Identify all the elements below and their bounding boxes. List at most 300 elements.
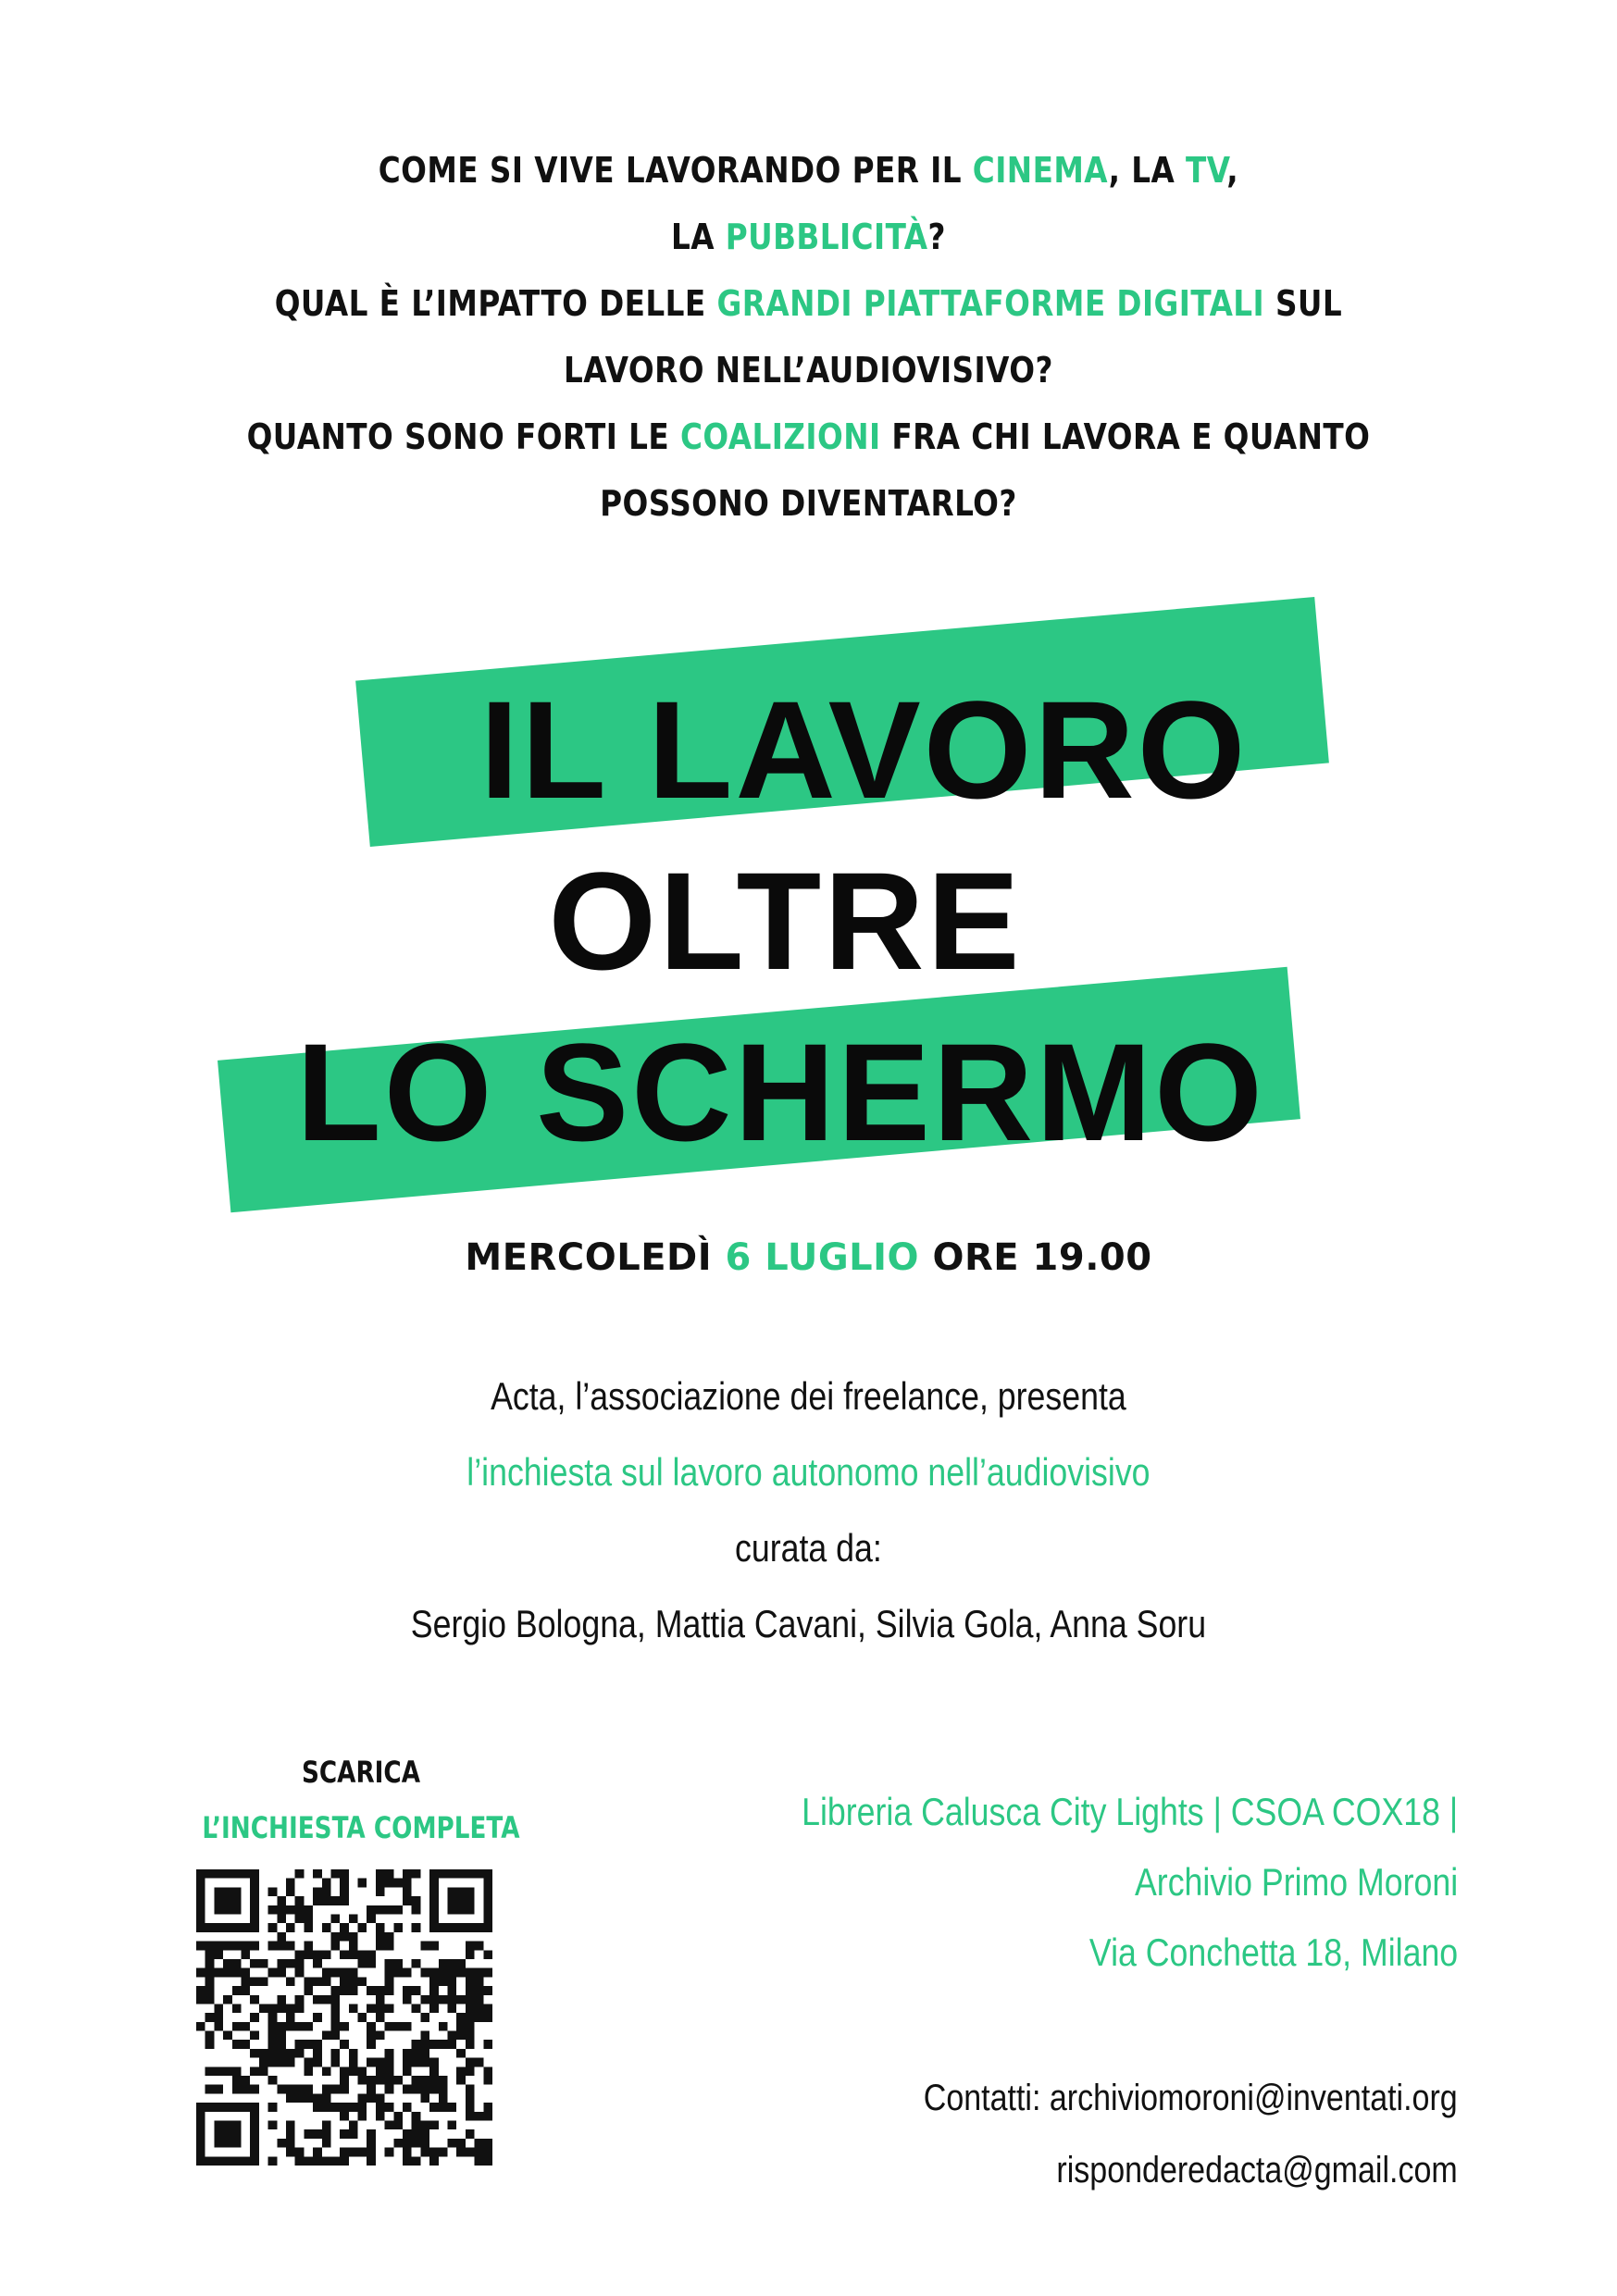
question-text: QUAL È L’IMPATTO DELLE [274,283,717,324]
qr-module [214,1950,223,1959]
qr-module [385,1942,394,1951]
qr-module [483,2040,492,2049]
qr-module [340,2156,349,2166]
qr-module [250,2148,259,2157]
qr-module [268,2121,278,2130]
qr-module [349,1950,358,1959]
qr-module [367,2156,376,2166]
question-text: COME SI VIVE LAVORANDO PER IL [378,150,973,191]
qr-module [403,2058,412,2067]
qr-module [385,1869,394,1879]
qr-module [429,1995,439,2004]
qr-module [475,2058,484,2067]
qr-module [223,2156,232,2166]
qr-module [241,2085,250,2094]
qr-module [268,1942,278,1951]
qr-module [313,2129,322,2139]
qr-module [420,2040,429,2049]
qr-module [403,2066,412,2076]
qr-module [358,1950,367,1959]
location-line-2: Archivio Primo Moroni [1134,1860,1458,1904]
qr-module [376,1942,385,1951]
qr-module [466,2103,475,2112]
qr-module [456,2139,466,2148]
qr-module [340,1950,349,1959]
qr-module [286,2121,295,2130]
qr-module [429,2085,439,2094]
qr-module [330,2031,340,2041]
qr-module [412,2085,421,2094]
question-text: , LA [1108,150,1187,191]
qr-module [277,2049,286,2058]
qr-module [286,1959,295,1968]
qr-module [313,1869,322,1879]
question-2-line-2: LAVORO NELL’AUDIOVISIVO? [563,350,1053,391]
qr-module [304,2156,313,2166]
qr-module [214,2066,223,2076]
qr-module [429,2103,439,2112]
qr-module [322,2156,331,2166]
qr-module [420,2139,429,2148]
qr-module [367,2093,376,2103]
qr-module [349,2066,358,2076]
qr-module [439,1923,448,1932]
qr-module [439,2085,448,2094]
qr-module [250,1942,259,1951]
qr-module [475,1923,484,1932]
qr-module [330,2103,340,2112]
qr-module [330,1932,340,1942]
qr-module [313,1887,322,1896]
qr-module [376,2031,385,2041]
qr-module [241,1942,250,1951]
qr-module [223,2103,232,2112]
qr-module [376,2058,385,2067]
qr-module [322,2093,331,2103]
qr-module [420,2093,429,2103]
qr-module [223,1896,232,1905]
qr-module [358,2148,367,2157]
qr-module [295,1914,305,1923]
qr-module [483,1950,492,1959]
title-line-2: OLTRE [548,843,1023,999]
qr-module [205,2156,215,2166]
qr-module [322,2066,331,2076]
event-date [0,1236,1617,1279]
qr-module [196,2112,205,2121]
question-3-line-2: POSSONO DIVENTARLO? [600,483,1017,524]
qr-module [429,2058,439,2067]
qr-module [483,2066,492,2076]
qr-module [376,2066,385,2076]
qr-module [403,1879,412,1888]
qr-module [412,1905,421,1915]
qr-module [483,2139,492,2148]
qr-module [277,2004,286,2013]
qr-module [313,2040,322,2049]
qr-module [214,1896,223,1905]
qr-module [241,2156,250,2166]
qr-module [205,1942,215,1951]
contact-email-1[interactable]: Contatti: archiviomoroni@inventati.org [924,2078,1458,2118]
qr-module [420,2085,429,2094]
qr-module [277,1968,286,1978]
location-address: Via Conchetta 18, Milano [1088,1930,1458,1974]
qr-module [385,2058,394,2067]
qr-module [241,2040,250,2049]
qr-module [456,1896,466,1905]
qr-module [439,2148,448,2157]
presentation-authors: Sergio Bologna, Mattia Cavani, Silvia Gola, Anna Soru [410,1602,1207,1645]
qr-module [196,2156,205,2166]
qr-module [313,2013,322,2022]
qr-module [448,2103,457,2112]
qr-module [250,2013,259,2022]
qr-module [295,1896,305,1905]
qr-module [466,2066,475,2076]
qr-module [250,2139,259,2148]
qr-module [376,1923,385,1932]
qr-module [475,2156,484,2166]
qr-module [232,1959,242,1968]
qr-module [358,2093,367,2103]
qr-module [420,1942,429,1951]
qr-module [358,2076,367,2085]
qr-module [268,2049,278,2058]
qr-module [232,1905,242,1915]
qr-module [250,2156,259,2166]
qr-module [205,1986,215,1995]
qr-module [232,2085,242,2094]
qr-module [349,1942,358,1951]
qr-module [349,2004,358,2013]
qr-module [205,1950,215,1959]
qr-module [448,1905,457,1915]
qr-module [250,2066,259,2076]
qr-module [475,2004,484,2013]
qr-module [393,1879,403,1888]
qr-module [439,2093,448,2103]
qr-module [367,2058,376,2067]
qr-module [466,1887,475,1896]
question-text: QUANTO SONO FORTI LE [246,416,680,457]
qr-module [466,2085,475,2094]
qr-module [429,1968,439,1978]
qr-module [241,2076,250,2085]
qr-module [340,1869,349,1879]
qr-module [330,2085,340,2094]
qr-module [412,2156,421,2166]
qr-module [259,1959,268,1968]
qr-module [448,1923,457,1932]
qr-module [367,1905,376,1915]
qr-module [403,1995,412,2004]
qr-module [466,2112,475,2121]
qr-module [268,2156,278,2166]
qr-module [475,2013,484,2022]
qr-module [475,1977,484,1986]
qr-module [196,2121,205,2130]
qr-module [475,1942,484,1951]
qr-module [295,2093,305,2103]
qr-module [466,2031,475,2041]
qr-module [322,1950,331,1959]
qr-module [376,1887,385,1896]
qr-module [429,1914,439,1923]
qr-module [439,1977,448,1986]
qr-module [393,2139,403,2148]
qr-module [214,2103,223,2112]
qr-module [322,1968,331,1978]
qr-module [429,1986,439,1995]
highlight-pubblicita: PUBBLICITÀ [725,217,928,257]
qr-module [448,2031,457,2041]
qr-module [304,2066,313,2076]
qr-module [205,2103,215,2112]
qr-module [205,2013,215,2022]
qr-module [232,2121,242,2130]
qr-module [483,1923,492,1932]
qr-module [277,2058,286,2067]
qr-module [358,1879,367,1888]
qr-module [403,1896,412,1905]
qr-module [205,2031,215,2041]
qr-module [439,2022,448,2031]
qr-module [448,2139,457,2148]
qr-module [304,2093,313,2103]
qr-module [277,2022,286,2031]
qr-module [367,2031,376,2041]
qr-module [304,1977,313,1986]
qr-module [466,2148,475,2157]
qr-module [340,2112,349,2121]
qr-module [358,2013,367,2022]
qr-module [205,1923,215,1932]
qr-module [295,2004,305,2013]
contact-email-2[interactable]: risponderedacta@gmail.com [1056,2150,1458,2191]
qr-module [205,1995,215,2004]
qr-module [259,2066,268,2076]
qr-module [412,1923,421,1932]
qr-module [268,2031,278,2041]
qr-module [448,2040,457,2049]
download-link-label: L’INCHIESTA COMPLETA [202,1810,520,1845]
qr-module [393,1905,403,1915]
qr-module [429,2156,439,2166]
qr-module [367,2004,376,2013]
qr-module [286,2022,295,2031]
qr-module [412,2040,421,2049]
qr-module [268,2040,278,2049]
qr-module [448,2121,457,2130]
qr-module [322,2139,331,2148]
qr-module [223,2129,232,2139]
qr-module [330,1986,340,1995]
qr-module [483,1986,492,1995]
qr-module [241,1950,250,1959]
qr-module [250,1923,259,1932]
qr-module [420,2129,429,2139]
qr-module [232,1887,242,1896]
qr-module [330,2058,340,2067]
qr-module [340,1923,349,1932]
qr-module [385,2148,394,2157]
qr-module [268,1923,278,1932]
question-text: ? [927,217,946,257]
qr-module [412,2112,421,2121]
qr-module [286,2093,295,2103]
qr-module [340,1986,349,1995]
qr-module [223,1923,232,1932]
qr-module [313,2148,322,2157]
qr-module [268,2058,278,2067]
qr-module [223,1995,232,2004]
qr-module [367,2085,376,2094]
qr-module [286,2004,295,2013]
qr-module [456,1869,466,1879]
qr-module [448,1869,457,1879]
qr-module [349,1977,358,1986]
qr-module [295,2085,305,2094]
qr-code[interactable] [196,1869,492,2166]
question-1-line-2 [113,204,1503,270]
qr-module [268,2013,278,2022]
qr-module [429,1869,439,1879]
qr-module [412,2049,421,2058]
qr-module [358,1959,367,1968]
qr-module [232,1923,242,1932]
qr-module [429,2004,439,2013]
qr-module [358,2103,367,2112]
qr-module [277,1942,286,1951]
highlight-coalizioni: COALIZIONI [679,416,881,457]
qr-module [483,2076,492,2085]
qr-module [358,1923,367,1932]
qr-module [475,1968,484,1978]
qr-module [412,1986,421,1995]
qr-module [340,2148,349,2157]
qr-module [304,2129,313,2139]
qr-module [340,1932,349,1942]
qr-module [304,2040,313,2049]
qr-module [340,1968,349,1978]
qr-module [385,2022,394,2031]
qr-module [376,1869,385,1879]
qr-module [322,1995,331,2004]
qr-module [448,1896,457,1905]
qr-module [214,1968,223,1978]
qr-module [196,1905,205,1915]
qr-module [330,1914,340,1923]
qr-module [295,2148,305,2157]
qr-module [376,2076,385,2085]
qr-module [385,2085,394,2094]
qr-module [475,2139,484,2148]
qr-module [196,1887,205,1896]
qr-module [232,2103,242,2112]
qr-module [286,1977,295,1986]
qr-module [322,2103,331,2112]
qr-module [483,2112,492,2121]
qr-module [376,2004,385,2013]
qr-module [241,1986,250,1995]
qr-module [483,2156,492,2166]
qr-module [456,1959,466,1968]
qr-module [268,2103,278,2112]
qr-module [196,2103,205,2112]
qr-module [466,2040,475,2049]
qr-module [448,1887,457,1896]
qr-module [466,2129,475,2139]
qr-module [268,2022,278,2031]
qr-module [466,2093,475,2103]
qr-module [322,1887,331,1896]
qr-module [205,1869,215,1879]
qr-module [214,2156,223,2166]
qr-module [313,1977,322,1986]
qr-module [232,1896,242,1905]
qr-module [241,1869,250,1879]
presentation-line-1: Acta, l’associazione dei freelance, presenta [491,1374,1126,1418]
qr-module [340,2066,349,2076]
qr-module [277,2139,286,2148]
qr-module [475,1869,484,1879]
qr-module [196,1923,205,1932]
qr-module [420,1968,429,1978]
qr-module [448,1986,457,1995]
qr-module [295,2049,305,2058]
qr-module [322,2121,331,2130]
qr-module [456,2148,466,2157]
qr-module [385,2076,394,2085]
qr-module [250,1879,259,1888]
qr-module [466,2022,475,2031]
qr-module [205,1959,215,1968]
qr-module [412,2129,421,2139]
qr-module [456,1905,466,1915]
download-label: SCARICA [302,1755,420,1790]
event-date-highlight: 6 LUGLIO [725,1236,920,1279]
qr-module [340,1896,349,1905]
qr-module [403,2139,412,2148]
qr-module [286,2129,295,2139]
qr-module [322,1923,331,1932]
qr-module [313,1995,322,2004]
qr-module [241,2103,250,2112]
qr-module [420,2121,429,2130]
presentation-line-2: l’inchiesta sul lavoro autonomo nell’audiovisivo [466,1450,1151,1494]
qr-module [376,1932,385,1942]
qr-module [214,1942,223,1951]
qr-module [403,1968,412,1978]
qr-module [313,1896,322,1905]
qr-module [232,2129,242,2139]
qr-module [241,1923,250,1932]
qr-module [232,1869,242,1879]
qr-module [429,1977,439,1986]
qr-module [250,2085,259,2094]
qr-module [349,2148,358,2157]
qr-module [393,1923,403,1932]
qr-module [367,1959,376,1968]
qr-module [232,2004,242,2013]
title-line-1: IL LAVORO [479,672,1249,827]
qr-module [223,2031,232,2041]
qr-module [304,1905,313,1915]
qr-module [295,2022,305,2031]
qr-module [439,2103,448,2112]
qr-module [205,2040,215,2049]
